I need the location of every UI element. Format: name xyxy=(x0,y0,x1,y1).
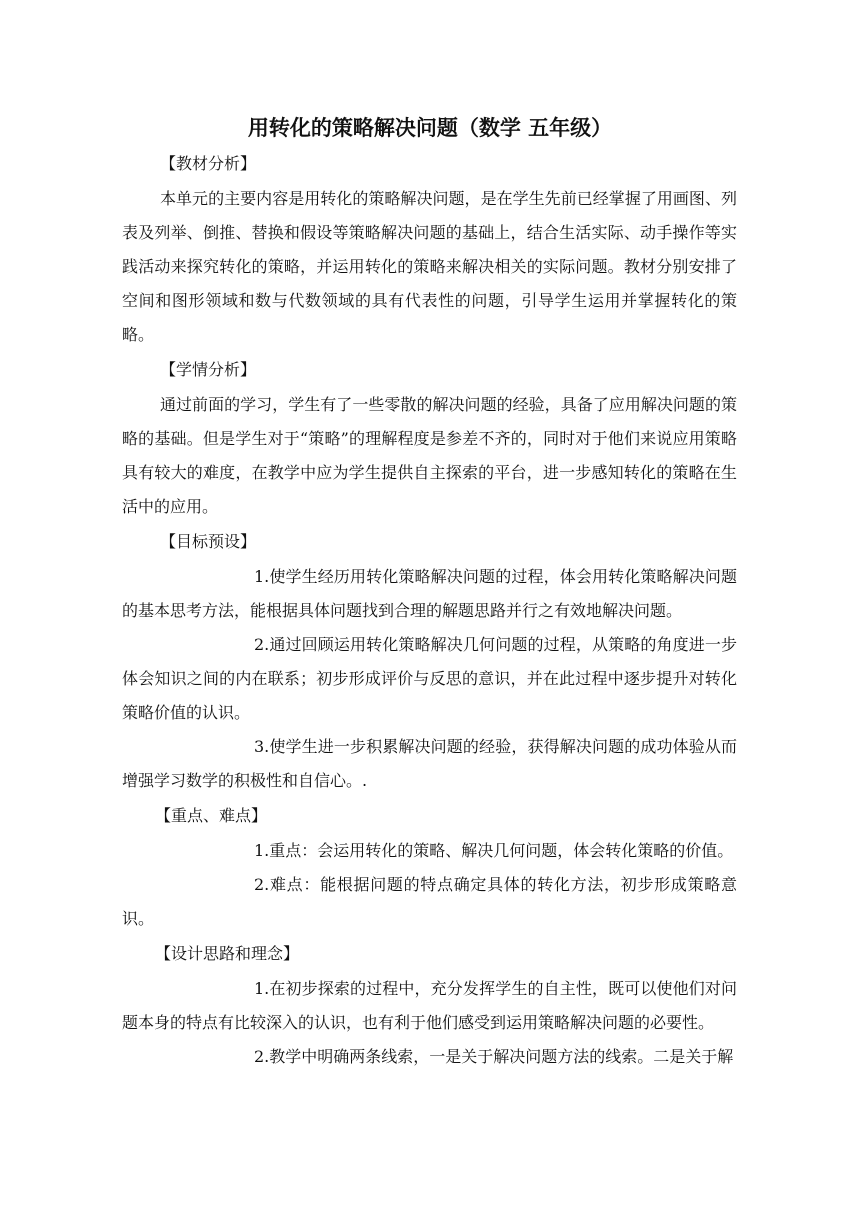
list-item xyxy=(102,628,737,730)
list-item-number: 1. xyxy=(254,567,270,586)
section-paragraph-textbook-analysis: 本单元的主要内容是用转化的策略解决问题，是在学生先前已经掌握了用画图、列表及列举、倒推、替换和假设等策略解决问题的基础上，结合生活实际、动手操作等实践活动来探究转化的策略，并运用转化的策略来解决相关的实际问题。教材分别安排了空间和图形领域和数与代数领域的具有代表性的问题，引导学生运用并掌握转化的策略。 xyxy=(122,189,737,344)
list-item-text: 难点：能根据问题的特点确定具体的转化方法，初步形成策略意识。 xyxy=(122,875,737,928)
section-heading-design-ideas: 【设计思路和理念】 xyxy=(155,944,300,963)
section-heading-key-points: 【重点、难点】 xyxy=(155,806,268,825)
list-item-text: 重点：会运用转化的策略、解决几何问题，体会转化策略的价值。 xyxy=(269,841,734,860)
document-title: 用转化的策略解决问题（数学 五年级） xyxy=(247,115,613,140)
section-paragraph-student-analysis: 通过前面的学习，学生有了一些零散的解决问题的经验，具备了应用解决问题的策略的基础。但是学生对于“策略”的理解程度是参差不齐的，同时对于他们来说应用策略具有较大的难度，在教学中应为学生提供自主探索的平台，进一步感知转化的策略在生活中的应用。 xyxy=(122,395,737,516)
section-heading-student-analysis: 【学情分析】 xyxy=(160,360,257,379)
list-item-number: 3. xyxy=(254,737,270,756)
list-item xyxy=(102,730,737,798)
document-body xyxy=(122,146,737,1074)
section-heading-goals: 【目标预设】 xyxy=(160,532,257,551)
list-item xyxy=(102,972,737,1040)
section-heading-textbook-analysis: 【教材分析】 xyxy=(160,154,257,173)
list-item xyxy=(102,834,737,868)
list-item-number: 1. xyxy=(254,841,270,860)
list-item-text: 通过回顾运用转化策略解决几何问题的过程，从策略的角度进一步体会知识之间的内在联系；初步形成评价与反思的意识，并在此过程中逐步提升对转化策略价值的认识。 xyxy=(122,635,737,722)
list-item-number: 2. xyxy=(254,1047,270,1066)
list-item-text: 使学生进一步积累解决问题的经验，获得解决问题的成功体验从而增强学习数学的积极性和自信心。. xyxy=(122,737,737,790)
list-item-number: 2. xyxy=(254,635,270,654)
list-item xyxy=(102,868,737,936)
list-item-number: 1. xyxy=(254,979,270,998)
list-item-number: 2. xyxy=(254,875,270,894)
list-item xyxy=(102,560,737,628)
list-item-text: 教学中明确两条线索，一是关于解决问题方法的线索。二是关于解 xyxy=(269,1047,734,1066)
list-item-text: 在初步探索的过程中，充分发挥学生的自主性，既可以使他们对问题本身的特点有比较深入的认识，也有利于他们感受到运用策略解决问题的必要性。 xyxy=(122,979,737,1032)
list-item-text: 使学生经历用转化策略解决问题的过程，体会用转化策略解决问题的基本思考方法，能根据具体问题找到合理的解题思路并行之有效地解决问题。 xyxy=(122,567,737,620)
list-item xyxy=(102,1040,737,1074)
